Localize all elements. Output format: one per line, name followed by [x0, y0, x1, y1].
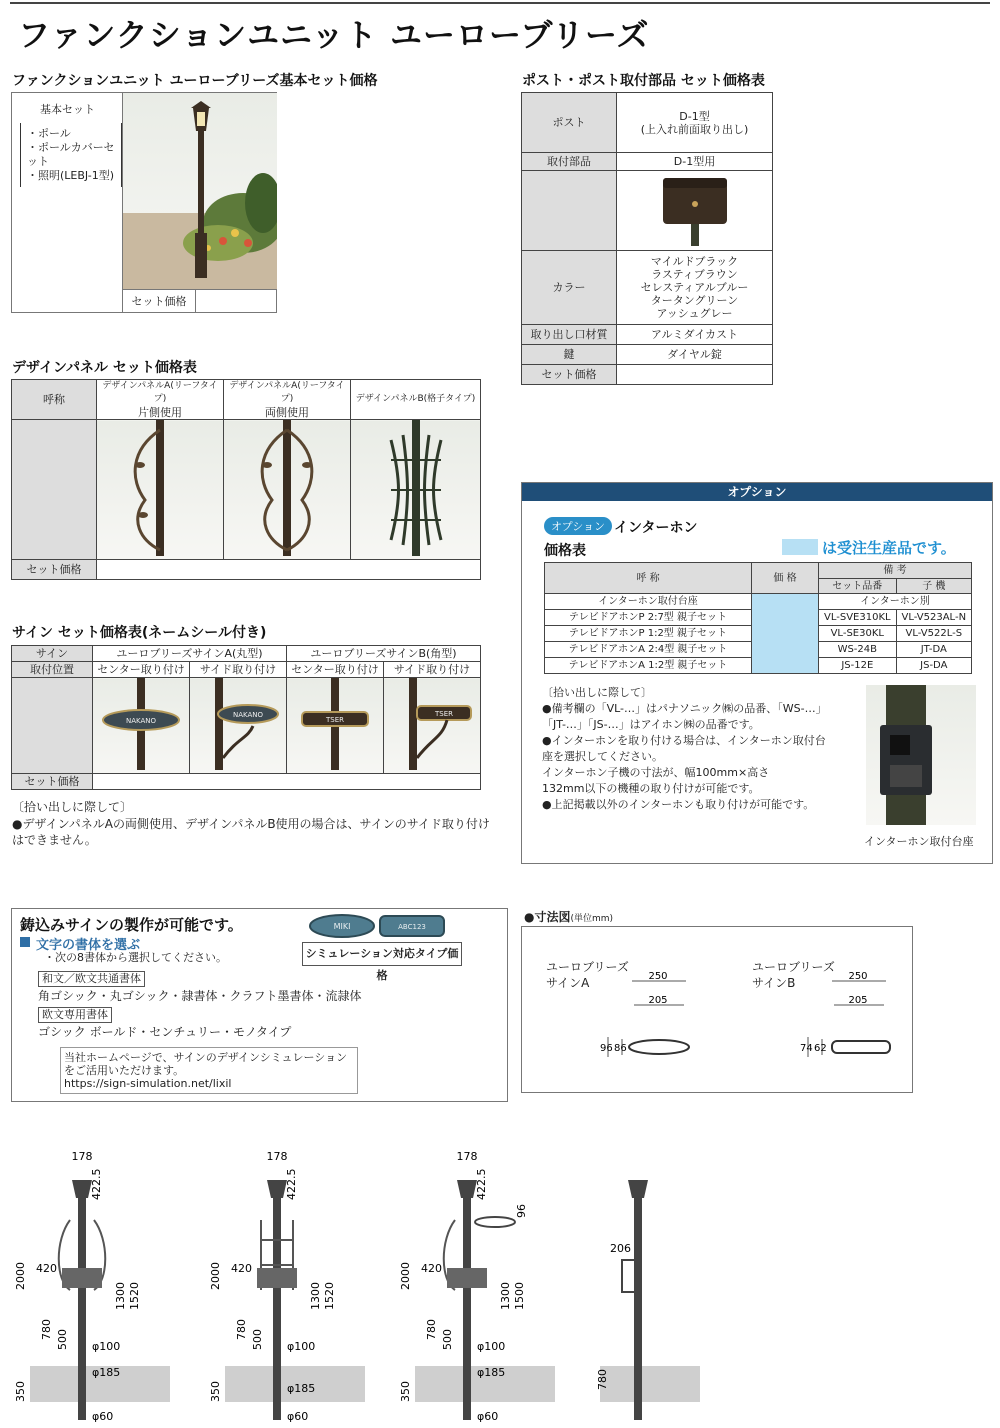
svg-text:1520: 1520: [323, 1282, 336, 1310]
basic-set-price-label: セット価格: [123, 290, 196, 313]
svg-text:2000: 2000: [399, 1262, 412, 1290]
option-note: 132mm以下の機種の取り付けが可能です。: [542, 782, 760, 795]
post-row-label: 鍵: [522, 345, 617, 365]
basic-set-box: [11, 92, 277, 313]
basic-set-label: 基本セット: [40, 103, 95, 116]
option-note: 「JT-…」「JS-…」はアイホン㈱の品番です。: [542, 718, 760, 731]
basic-set-items: [20, 123, 122, 187]
option-badge: オプション: [544, 517, 612, 535]
cast-sign-box: [11, 908, 508, 1102]
post-row-value: アルミダイカスト: [617, 325, 773, 345]
row-set-no: VL-SVE310KL: [819, 610, 897, 626]
svg-text:420: 420: [36, 1262, 57, 1275]
head-set-no: セット品番: [819, 579, 897, 594]
sign-note-head: 〔拾い出しに際して〕: [12, 800, 133, 814]
made-to-order-text: は受注生産品です。: [822, 539, 956, 557]
option-note: 座を選択してください。: [542, 750, 663, 763]
panel-table: [11, 379, 481, 580]
sign-price-label: セット価格: [12, 774, 93, 790]
row-name: テレビドアホンA 2:4型 親子セット: [545, 642, 752, 658]
top-rule: [10, 2, 990, 4]
sign-table: [11, 645, 481, 790]
nameplate-text: NAKANO: [125, 717, 157, 725]
dim-a-label: ユーロブリーズ サインA: [546, 960, 629, 990]
post-row-value: D-1型用: [617, 153, 773, 171]
svg-text:205: 205: [848, 995, 868, 1006]
elevation-1: [14, 1150, 170, 1423]
svg-text:1520: 1520: [128, 1282, 141, 1310]
panel-name-label: 呼称: [12, 380, 97, 420]
basic-set-item: ・ポールカバーセット: [27, 141, 115, 168]
option-note: インターホン子機の寸法が、幅100mm×高さ: [542, 766, 770, 779]
row-child: VL-V522L-S: [896, 626, 971, 642]
square-bullet: [20, 937, 30, 947]
panel-image-b: [351, 420, 481, 560]
svg-text:422.5: 422.5: [285, 1168, 298, 1200]
svg-text:1300: 1300: [309, 1282, 322, 1310]
mailbox-image: [645, 172, 745, 246]
option-note: ●上記掲載以外のインターホンも取り付けが可能です。: [542, 798, 815, 811]
svg-text:250: 250: [848, 971, 868, 982]
svg-text:φ100: φ100: [477, 1340, 506, 1353]
svg-text:178: 178: [266, 1150, 288, 1163]
sign-image: [384, 678, 481, 774]
head-price: 価 格: [752, 563, 819, 594]
simulation-url[interactable]: https://sign-simulation.net/lixil: [64, 1077, 232, 1090]
svg-text:250: 250: [648, 971, 668, 982]
elevation-2: [209, 1150, 365, 1423]
svg-text:74: 74: [800, 1043, 813, 1054]
post-row-value: マイルドブラック ラスティブラウン セレスティアルブルー タータングリーン アッシュグレー: [617, 251, 773, 325]
post-photo-cell: [617, 171, 773, 251]
svg-text:780: 780: [425, 1319, 438, 1340]
sign-note: ●デザインパネルAの両側使用、デザインパネルB使用の場合は、サインのサイド取り付けはできません。: [12, 817, 490, 847]
pole-photo: [122, 93, 277, 289]
post-row-label: 取り出し口材質: [522, 325, 617, 345]
row-name: テレビドアホンA 1:2型 親子セット: [545, 658, 752, 674]
post-table: [521, 92, 773, 385]
basic-set-heading: ファンクションユニット ユーローブリーズ基本セット価格: [12, 73, 378, 89]
simulation-info: 当社ホームページで、サインのデザインシミュレーション をご活用いただけます。 https://sign-simulation.net/lixil: [60, 1047, 358, 1094]
elevation-4: [596, 1180, 700, 1420]
made-to-order-swatch: [782, 539, 818, 555]
row-set-no: JS-12E: [819, 658, 897, 674]
elevation-3: [399, 1150, 555, 1423]
row-name: テレビドアホンP 1:2型 親子セット: [545, 626, 752, 642]
plate-text: ABC123: [398, 923, 426, 931]
option-note: 〔拾い出しに際して〕: [542, 686, 652, 699]
svg-text:1500: 1500: [513, 1282, 526, 1310]
intercom-caption: インターホン取付台座: [864, 835, 974, 848]
svg-text:500: 500: [441, 1329, 454, 1350]
dim-b-label: ユーロブリーズ サインB: [752, 960, 835, 990]
mount-cell: サイド取り付け: [384, 662, 481, 678]
sign-heading: サイン セット価格表(ネームシール付き): [12, 625, 267, 641]
font-list-2: ゴシック ボールド・センチュリー・モノタイプ: [38, 1025, 292, 1039]
panel-heading: デザインパネル セット価格表: [12, 360, 197, 376]
panel-col: デザインパネルA(リーフタイプ) 両側使用: [224, 380, 351, 420]
mount-label: 取付位置: [12, 662, 93, 678]
svg-text:φ60: φ60: [477, 1410, 499, 1423]
option-box: [521, 482, 993, 864]
option-title: インターホン: [614, 520, 698, 536]
elevation-drawings: [0, 1140, 1000, 1428]
option-bar: オプション: [522, 483, 992, 501]
svg-text:500: 500: [251, 1329, 264, 1350]
head-name: 呼 称: [545, 563, 752, 594]
svg-text:350: 350: [399, 1381, 412, 1402]
row-set-no: VL-SE30KL: [819, 626, 897, 642]
svg-text:1300: 1300: [499, 1282, 512, 1310]
svg-text:178: 178: [456, 1150, 478, 1163]
row-set-no: WS-24B: [819, 642, 897, 658]
svg-text:206: 206: [610, 1242, 631, 1255]
sign-image: [287, 678, 384, 774]
panel-image-a2: [224, 420, 351, 560]
font-list-1: 角ゴシック・丸ゴシック・隷書体・クラフト墨書体・流隷体: [38, 989, 362, 1003]
nameplate-text: NAKANO: [232, 711, 264, 719]
svg-text:φ60: φ60: [287, 1410, 309, 1423]
row-set-no: インターホン別: [819, 594, 972, 610]
basic-set-price-row: [122, 289, 277, 313]
svg-text:422.5: 422.5: [90, 1168, 103, 1200]
svg-text:96: 96: [515, 1204, 528, 1218]
svg-text:780: 780: [235, 1319, 248, 1340]
svg-text:500: 500: [56, 1329, 69, 1350]
svg-text:780: 780: [596, 1369, 609, 1390]
post-row-label: カラー: [522, 251, 617, 325]
font-tag-1: 和文／欧文共通書体: [38, 971, 145, 987]
dims-heading: ●寸法図(単位mm): [524, 910, 614, 924]
svg-text:178: 178: [71, 1150, 93, 1163]
sample-plates: [308, 913, 448, 939]
svg-text:φ100: φ100: [92, 1340, 121, 1353]
basic-set-item: ・ポール: [27, 127, 71, 140]
mount-cell: センター取り付け: [287, 662, 384, 678]
post-row-label: 取付部品: [522, 153, 617, 171]
svg-text:φ100: φ100: [287, 1340, 316, 1353]
plate-text: MIKI: [333, 922, 351, 931]
svg-text:205: 205: [648, 995, 668, 1006]
svg-text:φ60: φ60: [92, 1410, 114, 1423]
head-remark: 備 考: [819, 563, 972, 579]
choose-sub: ・次の8書体から選択してください。: [44, 951, 227, 964]
post-row-value: [617, 365, 773, 385]
svg-text:φ185: φ185: [287, 1382, 316, 1395]
price-table-label: 価格表: [544, 543, 586, 559]
dims-box: [521, 926, 913, 1093]
post-row-value: D-1型 (上入れ前面取り出し): [617, 93, 773, 153]
head-child: 子 機: [896, 579, 971, 594]
row-child: JS-DA: [896, 658, 971, 674]
mount-cell: センター取り付け: [93, 662, 190, 678]
svg-text:422.5: 422.5: [475, 1168, 488, 1200]
sign-label: サイン: [12, 646, 93, 662]
svg-text:62: 62: [814, 1043, 827, 1054]
sign-image: [190, 678, 287, 774]
intercom-table: [544, 562, 972, 674]
sign-type-b: ユーロブリーズサインB(角型): [287, 646, 481, 662]
option-note: ●備考欄の「VL-…」はパナソニック㈱の品番、「WS-…」: [542, 702, 827, 715]
svg-text:350: 350: [209, 1381, 222, 1402]
nameplate-text: TSER: [325, 716, 345, 724]
svg-text:350: 350: [14, 1381, 27, 1402]
simulation-price: シミュレーション対応タイプ価格: [302, 942, 462, 966]
panel-col: デザインパネルA(リーフタイプ) 片側使用: [97, 380, 224, 420]
nameplate-text: TSER: [434, 710, 454, 718]
cast-title: 鋳込みサインの製作が可能です。: [20, 916, 243, 934]
row-child: JT-DA: [896, 642, 971, 658]
sign-image: [93, 678, 190, 774]
svg-text:φ185: φ185: [92, 1366, 121, 1379]
option-notes: [542, 685, 862, 813]
svg-text:φ185: φ185: [477, 1366, 506, 1379]
svg-text:420: 420: [421, 1262, 442, 1275]
svg-text:1300: 1300: [114, 1282, 127, 1310]
post-heading: ポスト・ポスト取付部品 セット価格表: [522, 73, 765, 89]
pole-lamp-image: [123, 93, 277, 289]
intercom-image: [866, 685, 976, 825]
sign-b-drawing: [762, 971, 912, 1071]
panel-price-label: セット価格: [12, 560, 97, 580]
row-name: テレビドアホンP 2:7型 親子セット: [545, 610, 752, 626]
svg-text:2000: 2000: [14, 1262, 27, 1290]
intercom-photo: [866, 685, 976, 825]
svg-text:420: 420: [231, 1262, 252, 1275]
row-name: インターホン取付台座: [545, 594, 752, 610]
sign-a-drawing: [562, 971, 702, 1071]
choose-font: 文字の書体を選ぶ: [36, 938, 141, 953]
sign-type-a: ユーロブリーズサインA(丸型): [93, 646, 287, 662]
font-tag-2: 欧文専用書体: [38, 1007, 112, 1023]
panel-image-a1: [97, 420, 224, 560]
mount-cell: サイド取り付け: [190, 662, 287, 678]
option-note: ●インターホンを取り付ける場合は、インターホン取付台: [542, 734, 826, 747]
post-row-value: ダイヤル錠: [617, 345, 773, 365]
svg-text:96: 96: [600, 1043, 613, 1054]
row-child: VL-V523AL-N: [896, 610, 971, 626]
post-row-label: ポスト: [522, 93, 617, 153]
basic-set-item: ・照明(LEBJ-1型): [27, 169, 115, 182]
page-title: ファンクションユニット ユーローブリーズ: [18, 16, 650, 54]
post-row-label: セット価格: [522, 365, 617, 385]
svg-text:780: 780: [40, 1319, 53, 1340]
svg-text:86: 86: [614, 1043, 627, 1054]
svg-text:2000: 2000: [209, 1262, 222, 1290]
panel-col: デザインパネルB(格子タイプ): [351, 380, 481, 420]
